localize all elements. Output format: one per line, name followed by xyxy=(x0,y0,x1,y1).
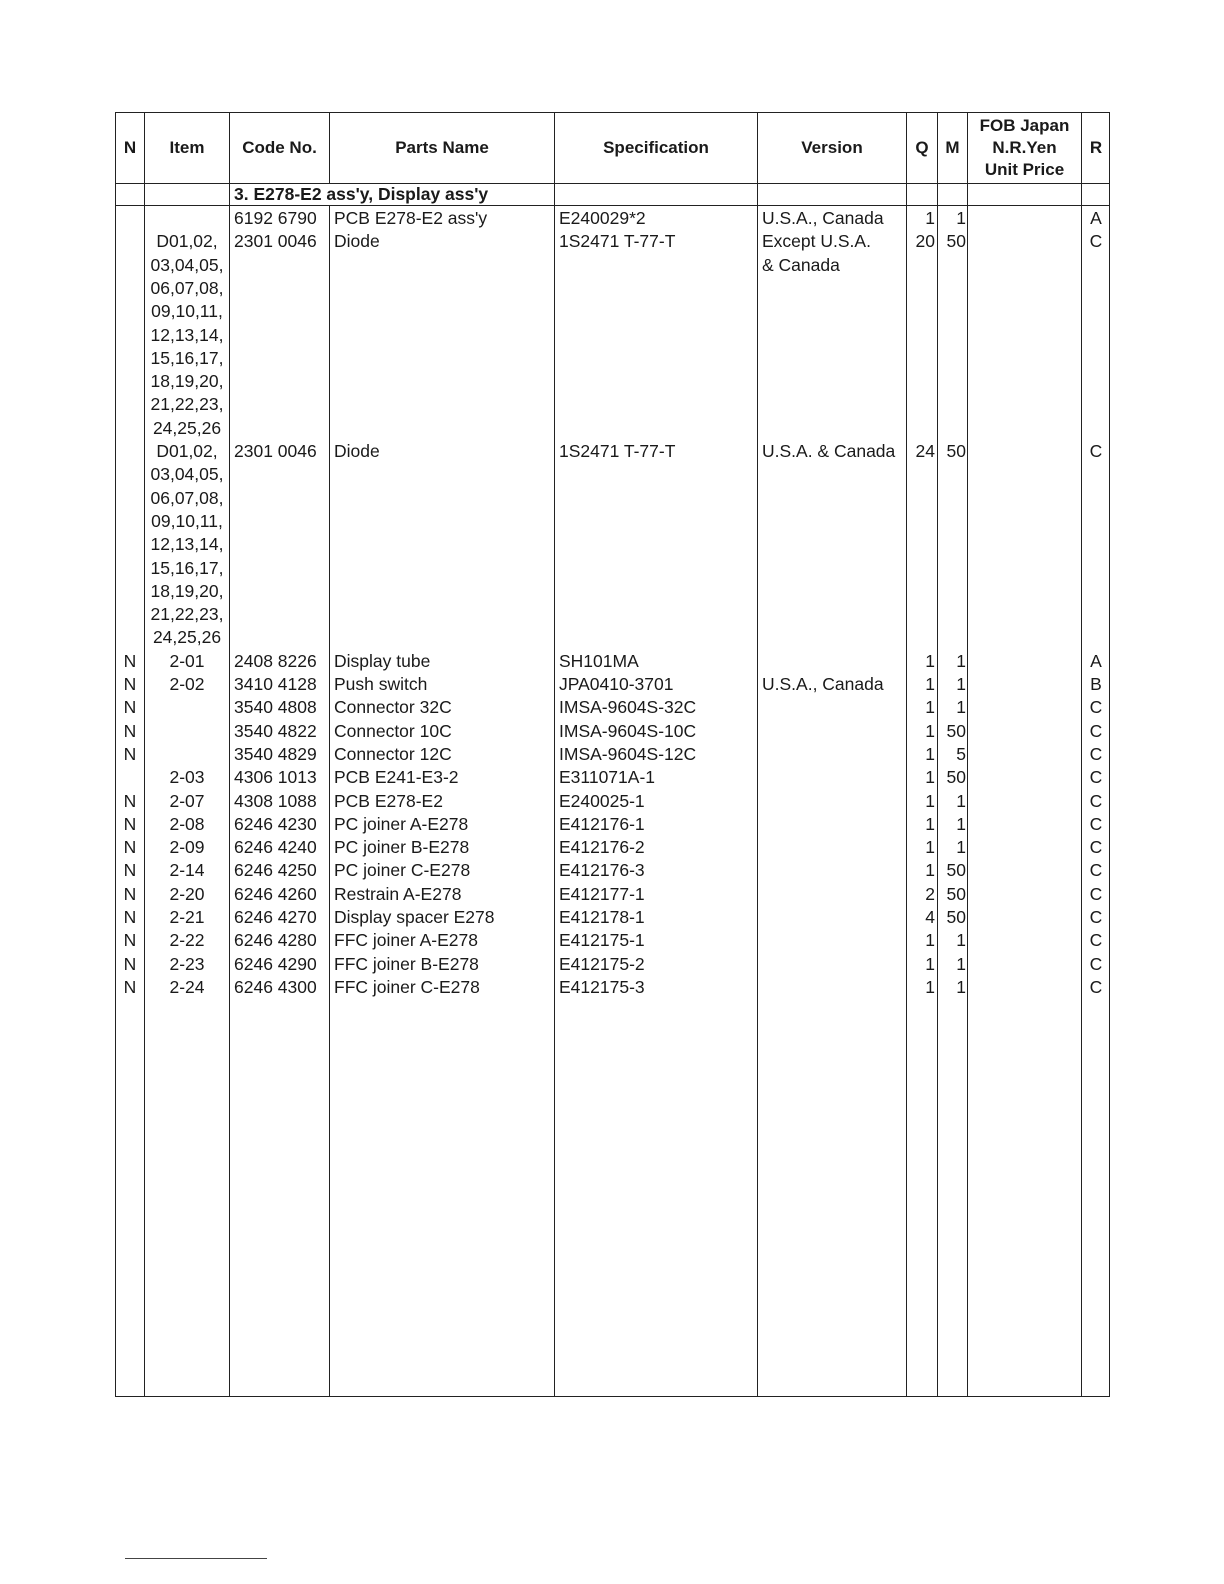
table-row xyxy=(116,953,1109,976)
cell-q: 1 xyxy=(925,930,935,951)
cell-m: 50 xyxy=(946,720,966,741)
table-row xyxy=(116,533,1109,556)
cell-n: N xyxy=(123,953,137,974)
header-price-line: FOB Japan xyxy=(979,116,1070,135)
cell-item: 15,16,17, xyxy=(150,557,224,578)
cell-name: Display tube xyxy=(334,650,431,671)
cell-m: 50 xyxy=(946,231,966,252)
cell-m: 50 xyxy=(946,907,966,927)
cell-r: C xyxy=(1089,837,1103,858)
table-row xyxy=(116,580,1109,603)
cell-item: 21,22,23, xyxy=(150,394,224,415)
cell-q: 1 xyxy=(925,837,935,858)
cell-name: Diode xyxy=(334,441,380,461)
cell-r: C xyxy=(1089,930,1103,951)
cell-code: 2301 0046 xyxy=(234,231,317,252)
header-unit-price xyxy=(968,113,1081,183)
cell-item: 03,04,05, xyxy=(150,464,224,485)
cell-q: 24 xyxy=(915,441,935,461)
cell-item: 2-01 xyxy=(169,650,205,671)
cell-q: 1 xyxy=(925,208,935,228)
cell-q: 1 xyxy=(925,767,935,788)
cell-m: 1 xyxy=(956,813,966,834)
cell-code: 6246 4300 xyxy=(234,976,317,997)
cell-q: 1 xyxy=(925,697,935,718)
cell-m: 50 xyxy=(946,767,966,788)
cell-r: C xyxy=(1089,976,1103,997)
cell-r: B xyxy=(1090,674,1102,694)
cell-r: C xyxy=(1089,743,1103,764)
cell-r: C xyxy=(1089,697,1103,718)
cell-item: 2-07 xyxy=(169,790,205,811)
cell-q: 1 xyxy=(925,976,935,997)
cell-name: Connector 12C xyxy=(334,743,452,764)
table-row xyxy=(116,440,1109,463)
cell-m: 1 xyxy=(956,790,966,811)
cell-q: 4 xyxy=(925,907,935,927)
cell-item: 06,07,08, xyxy=(150,487,224,508)
table-row xyxy=(116,626,1109,649)
cell-m: 1 xyxy=(956,697,966,718)
cell-m: 1 xyxy=(956,930,966,951)
cell-name: Diode xyxy=(334,231,380,252)
cell-code: 4306 1013 xyxy=(234,767,317,788)
footer-rule xyxy=(125,1558,267,1559)
table-row xyxy=(116,650,1109,673)
table-row xyxy=(116,603,1109,626)
cell-item: 2-02 xyxy=(169,674,205,694)
cell-spec: E412178-1 xyxy=(559,907,645,927)
cell-r: C xyxy=(1089,441,1103,461)
cell-q: 20 xyxy=(915,231,935,252)
cell-item: 2-08 xyxy=(169,813,205,834)
table-row xyxy=(116,510,1109,533)
cell-item: 2-20 xyxy=(169,883,205,904)
cell-q: 1 xyxy=(925,650,935,671)
cell-name: PC joiner C-E278 xyxy=(334,860,471,881)
parts-list-table xyxy=(115,112,1110,1397)
cell-r: C xyxy=(1089,860,1103,881)
cell-ver: & Canada xyxy=(762,254,840,275)
table-row xyxy=(116,859,1109,882)
cell-n: N xyxy=(123,743,137,764)
cell-spec: E412175-3 xyxy=(559,976,645,997)
cell-r: C xyxy=(1089,813,1103,834)
cell-n: N xyxy=(123,720,137,741)
section-divider xyxy=(116,205,1109,206)
cell-m: 1 xyxy=(956,976,966,997)
cell-item: 2-03 xyxy=(169,767,205,788)
cell-m: 1 xyxy=(956,953,966,974)
cell-n: N xyxy=(123,674,137,694)
cell-name: Connector 32C xyxy=(334,697,452,718)
cell-name: PCB E278-E2 xyxy=(334,790,443,811)
cell-spec: E412176-3 xyxy=(559,860,645,881)
cell-m: 1 xyxy=(956,650,966,671)
cell-q: 1 xyxy=(925,720,935,741)
cell-item: 09,10,11, xyxy=(151,510,223,531)
cell-spec: 1S2471 T-77-T xyxy=(559,231,676,252)
cell-name: FFC joiner B-E278 xyxy=(334,953,479,974)
cell-q: 2 xyxy=(925,883,935,904)
cell-code: 3540 4808 xyxy=(234,697,317,718)
cell-m: 50 xyxy=(946,883,966,904)
cell-code: 6246 4230 xyxy=(234,813,317,834)
cell-m: 50 xyxy=(946,860,966,881)
header-version: Version xyxy=(801,138,863,157)
cell-spec: IMSA-9604S-32C xyxy=(559,697,697,718)
cell-r: C xyxy=(1089,720,1103,741)
cell-n: N xyxy=(123,883,137,904)
table-row xyxy=(116,300,1109,323)
cell-spec: JPA0410-3701 xyxy=(559,674,674,694)
table-row xyxy=(116,929,1109,952)
cell-code: 6246 4280 xyxy=(234,930,317,951)
cell-spec: 1S2471 T-77-T xyxy=(559,441,676,461)
cell-q: 1 xyxy=(925,953,935,974)
cell-n: N xyxy=(123,837,137,858)
cell-m: 1 xyxy=(956,837,966,858)
table-row xyxy=(116,393,1109,416)
header-price-line: Unit Price xyxy=(984,160,1065,179)
cell-item: 18,19,20, xyxy=(150,580,224,601)
cell-item: 12,13,14, xyxy=(150,324,224,345)
cell-r: C xyxy=(1089,231,1103,252)
table-row xyxy=(116,254,1109,277)
cell-name: Display spacer E278 xyxy=(334,907,495,927)
cell-q: 1 xyxy=(925,860,935,881)
table-row xyxy=(116,743,1109,766)
cell-r: C xyxy=(1089,907,1103,927)
table-row xyxy=(116,347,1109,370)
table-row xyxy=(116,324,1109,347)
table-row xyxy=(116,906,1109,929)
cell-item: 24,25,26 xyxy=(152,417,222,438)
table-row xyxy=(116,790,1109,813)
cell-n: N xyxy=(123,860,137,881)
cell-spec: E412175-1 xyxy=(559,930,645,951)
cell-code: 2408 8226 xyxy=(234,650,317,671)
cell-item: D01,02, xyxy=(156,441,218,461)
cell-name: PC joiner A-E278 xyxy=(334,813,469,834)
header-n: N xyxy=(123,138,137,157)
table-row xyxy=(116,463,1109,486)
header-m: M xyxy=(945,138,960,157)
cell-q: 1 xyxy=(925,674,935,694)
cell-code: 3540 4829 xyxy=(234,743,317,764)
cell-m: 1 xyxy=(956,208,966,228)
cell-n: N xyxy=(123,790,137,811)
cell-item: 21,22,23, xyxy=(150,604,224,625)
table-row xyxy=(116,813,1109,836)
cell-code: 6246 4290 xyxy=(234,953,317,974)
cell-code: 6192 6790 xyxy=(234,208,317,228)
cell-spec: E311071A-1 xyxy=(559,767,656,788)
cell-ver: Except U.S.A. xyxy=(762,231,871,252)
cell-spec: E412175-2 xyxy=(559,953,645,974)
table-row xyxy=(116,370,1109,393)
cell-q: 1 xyxy=(925,743,935,764)
cell-code: 4308 1088 xyxy=(234,790,317,811)
cell-name: FFC joiner A-E278 xyxy=(334,930,478,951)
cell-code: 6246 4270 xyxy=(234,907,317,927)
cell-code: 6246 4260 xyxy=(234,883,317,904)
table-row xyxy=(116,836,1109,859)
cell-item: 18,19,20, xyxy=(150,371,224,392)
cell-spec: E412176-2 xyxy=(559,837,645,858)
table-row xyxy=(116,976,1109,999)
cell-item: 09,10,11, xyxy=(151,301,223,322)
cell-code: 3540 4822 xyxy=(234,720,317,741)
table-row xyxy=(116,883,1109,906)
cell-code: 6246 4240 xyxy=(234,837,317,858)
cell-name: Connector 10C xyxy=(334,720,452,741)
cell-code: 3410 4128 xyxy=(234,674,317,694)
cell-spec: E412176-1 xyxy=(559,813,645,834)
cell-item: 15,16,17, xyxy=(150,347,224,368)
table-row xyxy=(116,487,1109,510)
cell-r: C xyxy=(1089,767,1103,788)
cell-code: 6246 4250 xyxy=(234,860,317,881)
table-row xyxy=(116,673,1109,696)
cell-r: C xyxy=(1089,883,1103,904)
cell-item: 06,07,08, xyxy=(150,277,224,298)
cell-item: 2-14 xyxy=(169,860,205,881)
cell-r: A xyxy=(1090,650,1102,671)
cell-item: 2-22 xyxy=(169,930,205,951)
cell-name: Push switch xyxy=(334,674,428,694)
table-row xyxy=(116,766,1109,789)
table-row xyxy=(116,417,1109,440)
cell-item: 03,04,05, xyxy=(150,254,224,275)
cell-spec: E240029*2 xyxy=(559,208,646,228)
table-row xyxy=(116,720,1109,743)
cell-name: FFC joiner C-E278 xyxy=(334,976,480,997)
cell-name: PCB E241-E3-2 xyxy=(334,767,459,788)
cell-m: 5 xyxy=(956,743,966,764)
cell-n: N xyxy=(123,976,137,997)
cell-name: PCB E278-E2 ass'y xyxy=(334,208,488,228)
cell-n: N xyxy=(123,907,137,927)
table-row xyxy=(116,207,1109,230)
cell-item: 12,13,14, xyxy=(150,534,224,555)
cell-ver: U.S.A., Canada xyxy=(762,674,884,694)
cell-item: 24,25,26 xyxy=(152,627,222,648)
cell-spec: E412177-1 xyxy=(559,883,645,904)
cell-n: N xyxy=(123,930,137,951)
cell-q: 1 xyxy=(925,813,935,834)
header-code: Code No. xyxy=(242,138,317,157)
cell-spec: IMSA-9604S-10C xyxy=(559,720,697,741)
table-row xyxy=(116,230,1109,253)
table-row xyxy=(116,277,1109,300)
table-header xyxy=(116,113,1109,183)
section-title: 3. E278-E2 ass'y, Display ass'y xyxy=(234,184,489,204)
cell-m: 50 xyxy=(946,441,966,461)
cell-n: N xyxy=(123,697,137,718)
cell-n: N xyxy=(123,813,137,834)
cell-m: 1 xyxy=(956,674,966,694)
cell-r: A xyxy=(1090,208,1102,228)
cell-item: 2-09 xyxy=(169,837,205,858)
header-r: R xyxy=(1089,138,1103,157)
table-row xyxy=(116,696,1109,719)
cell-r: C xyxy=(1089,790,1103,811)
cell-item: 2-24 xyxy=(169,976,205,997)
cell-item: 2-23 xyxy=(169,953,205,974)
cell-item: 2-21 xyxy=(169,907,205,927)
cell-item: D01,02, xyxy=(156,231,218,252)
header-q: Q xyxy=(915,138,929,157)
cell-ver: U.S.A., Canada xyxy=(762,208,884,228)
cell-code: 2301 0046 xyxy=(234,441,317,461)
header-price-line: N.R.Yen xyxy=(992,138,1057,157)
header-item: Item xyxy=(169,138,205,157)
table-row xyxy=(116,557,1109,580)
cell-name: PC joiner B-E278 xyxy=(334,837,470,858)
cell-ver: U.S.A. & Canada xyxy=(762,441,896,461)
cell-name: Restrain A-E278 xyxy=(334,883,462,904)
cell-q: 1 xyxy=(925,790,935,811)
cell-n: N xyxy=(123,650,137,671)
cell-r: C xyxy=(1089,953,1103,974)
header-parts-name: Parts Name xyxy=(395,138,489,157)
cell-spec: IMSA-9604S-12C xyxy=(559,743,697,764)
cell-spec: SH101MA xyxy=(559,650,639,671)
header-specification: Specification xyxy=(603,138,709,157)
cell-spec: E240025-1 xyxy=(559,790,645,811)
section-row xyxy=(116,184,1109,205)
